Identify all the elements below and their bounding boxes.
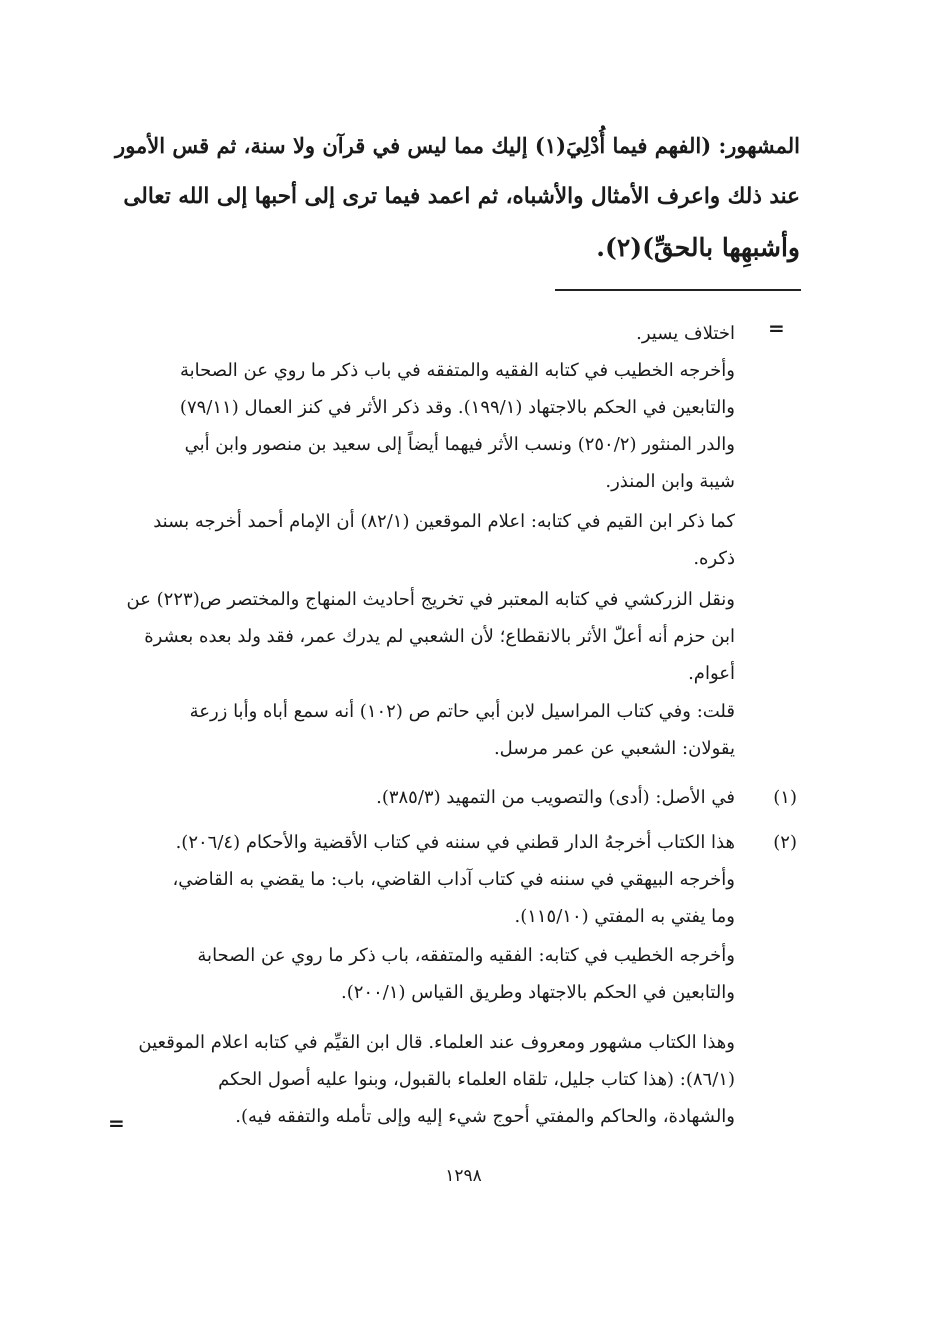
main-text-line: عند ذلك واعرف الأمثال والأشباه، ثم اعمد فيما ترى إلى أحبها إلى الله تعالى bbox=[123, 184, 800, 209]
footnote-line: ذكره. bbox=[693, 548, 735, 569]
footnote-number: (١) bbox=[773, 787, 797, 808]
footnote-line: في الأصل: (أدى) والتصويب من التمهيد (٣٨٥/٣). bbox=[376, 787, 735, 808]
footnote-line: والدر المنثور (٢٥٠/٢) ونسب الأثر فيهما أيضاً إلى سعيد بن منصور وابن أبي bbox=[184, 434, 735, 455]
footnote-continued-para-3 bbox=[120, 503, 735, 577]
main-text-line: المشهور: (الفهم فيما أُدْلِيَ(١) إليك مما ليس في قرآن ولا سنة، ثم قس الأمور bbox=[115, 133, 800, 158]
footnote-line: أعوام. bbox=[688, 663, 735, 684]
footnote-continued-para-5 bbox=[120, 693, 735, 767]
footnote-2-para-2 bbox=[120, 937, 735, 1011]
footnote-line: اختلاف يسير. bbox=[636, 323, 735, 344]
footnote-line: هذا الكتاب أخرجهُ الدار قطني في سننه في كتاب الأقضية والأحكام (٢٠٦/٤). bbox=[175, 832, 735, 853]
footnote-continued-para-1 bbox=[120, 315, 735, 352]
footnote-1 bbox=[120, 779, 797, 816]
footnote-line: يقولان: الشعبي عن عمر مرسل. bbox=[493, 738, 735, 759]
footnote-line: وأخرجه البيهقي في سننه في كتاب آداب القاضي، باب: ما يقضي به القاضي، bbox=[172, 869, 735, 890]
footnote-line: والتابعين في الحكم بالاجتهاد وطريق القياس (٢٠٠/١). bbox=[341, 982, 735, 1003]
main-text bbox=[110, 120, 800, 273]
page-number: ١٢٩٨ bbox=[445, 1166, 482, 1186]
main-text-line: وأشبهِها بالحقِّ)(٢). bbox=[596, 233, 800, 262]
footnote-continued-para-4 bbox=[120, 581, 735, 692]
footnote-line: والشهادة، والحاكم والمفتي أحوج شيء إليه وإلى تأمله والتفقه فيه). bbox=[235, 1106, 735, 1127]
footnote-separator bbox=[555, 289, 801, 291]
footnote-2-para-3 bbox=[120, 1024, 735, 1135]
footnote-line: والتابعين في الحكم بالاجتهاد (١٩٩/١). وقد ذكر الأثر في كنز العمال (٧٩/١١) bbox=[179, 397, 735, 418]
footnote-line: وما يفتي به المفتي (١١٥/١٠). bbox=[514, 906, 735, 927]
footnote-line: شيبة وابن المنذر. bbox=[605, 471, 735, 492]
footnote-line: ونقل الزركشي في كتابه المعتبر في تخريج أحاديث المنهاج والمختصر ص(٢٢٣) عن bbox=[126, 589, 735, 610]
footnote-line: قلت: وفي كتاب المراسيل لابن أبي حاتم ص (١٠٢) أنه سمع أباه وأبا زرعة bbox=[189, 701, 735, 722]
footnote-line: (٨٦/١): (هذا كتاب جليل، تلقاه العلماء بالقبول، وبنوا عليه أصول الحكم bbox=[218, 1069, 735, 1090]
footnote-line: ابن حزم أنه أعلّ الأثر بالانقطاع؛ لأن الشعبي لم يدرك عمر، فقد ولد بعده بعشرة bbox=[144, 626, 735, 647]
footnote-2 bbox=[120, 824, 797, 935]
continuation-mark-top: = bbox=[768, 316, 785, 340]
footnote-line: وأخرجه الخطيب في كتابه: الفقيه والمتفقه، باب ذكر ما روي عن الصحابة bbox=[197, 945, 735, 966]
footnote-number: (٢) bbox=[773, 832, 797, 853]
footnote-line: وهذا الكتاب مشهور ومعروف عند العلماء. قال ابن القيِّم في كتابه اعلام الموقعين bbox=[138, 1032, 735, 1053]
continuation-mark-bottom: = bbox=[108, 1111, 125, 1135]
footnote-line: كما ذكر ابن القيم في كتابه: اعلام الموقعين (٨٢/١) أن الإمام أحمد أخرجه بسند bbox=[153, 511, 735, 532]
footnote-line: وأخرجه الخطيب في كتابه الفقيه والمتفقه في باب ذكر ما روي عن الصحابة bbox=[179, 360, 735, 381]
footnote-continued-para-2 bbox=[120, 352, 735, 500]
